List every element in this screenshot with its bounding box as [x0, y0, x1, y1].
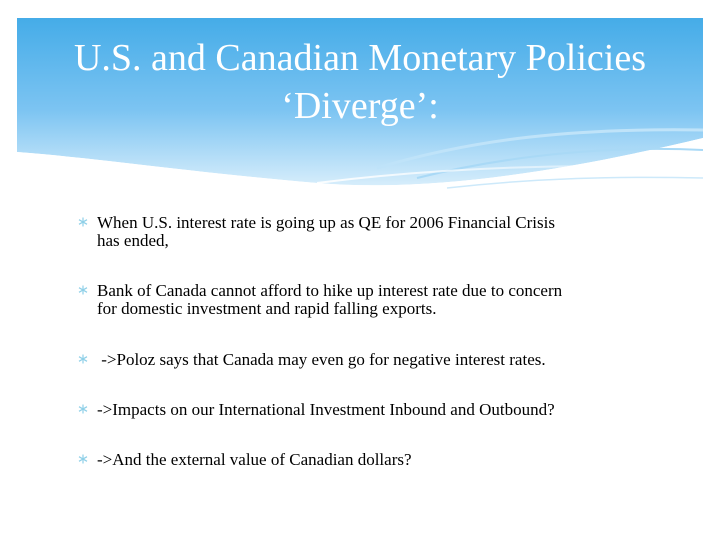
bullet-text-line: has ended,: [97, 231, 169, 250]
bullet-text-line: ->And the external value of Canadian dollars?: [97, 450, 412, 469]
bullet-item: [78, 401, 678, 419]
title-line-1: U.S. and Canadian Monetary Policies: [73, 37, 646, 79]
bullet-item: [78, 282, 678, 318]
bullet-item: [78, 351, 678, 369]
bullet-text-line: ->Impacts on our International Investment Inbound and Outbound?: [97, 400, 555, 419]
title-line-2: ‘Diverge’:: [281, 85, 439, 127]
bullet-text-line: Bank of Canada cannot afford to hike up interest rate due to concern: [97, 281, 563, 300]
asterisk-icon: [78, 404, 88, 414]
asterisk-icon: [78, 454, 88, 464]
asterisk-icon: [78, 354, 88, 364]
slide-title: [17, 34, 703, 130]
bullet-item: [78, 451, 678, 469]
bullet-text-line: ->Poloz says that Canada may even go for negative interest rates.: [97, 350, 546, 369]
asterisk-icon: [78, 217, 88, 227]
bullet-item: [78, 214, 678, 250]
asterisk-icon: [78, 285, 88, 295]
bullet-text-line: for domestic investment and rapid falling exports.: [97, 299, 437, 318]
bullet-text-line: When U.S. interest rate is going up as QE for 2006 Financial Crisis: [97, 213, 555, 232]
bullet-list: [78, 214, 678, 469]
